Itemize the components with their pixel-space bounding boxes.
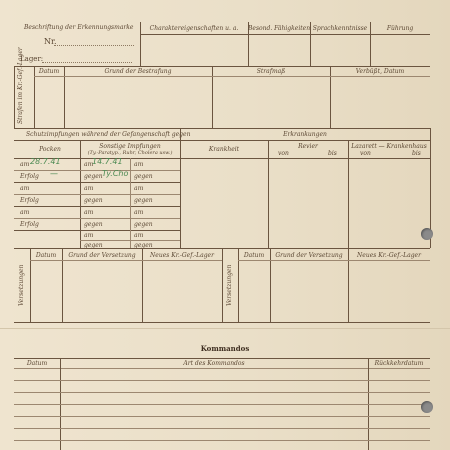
punch-hole-icon xyxy=(421,401,433,413)
pocken-am-1: am xyxy=(20,161,30,168)
col-sonstige-sub: (Ty.-Paratyp., Ruhr, Cholera usw.) xyxy=(87,150,173,156)
col-lazarett-bis: bis xyxy=(412,150,421,157)
sonst-am-2b: am xyxy=(134,185,144,192)
col-pocken: Pocken xyxy=(39,146,61,153)
sonst-gegen-3b: gegen xyxy=(134,221,153,228)
lager-line xyxy=(42,62,132,63)
col-revier-von: von xyxy=(278,150,289,157)
nr-line xyxy=(54,45,134,46)
punch-hole-icon xyxy=(421,228,433,240)
pocken-erfolg-3: Erfolg xyxy=(20,221,39,228)
vers-col-datum-r: Datum xyxy=(243,252,265,259)
col-lazarett-von: von xyxy=(360,150,371,157)
erkrankungen-title: Erkrankungen xyxy=(283,131,327,138)
vers-side-right: Versetzungen xyxy=(226,264,233,306)
kommandos-col-art: Art des Kommandos xyxy=(183,360,245,367)
pocken-am-2: am xyxy=(20,185,30,192)
pocken-erfolg-2: Erfolg xyxy=(20,197,39,204)
header-faehigkeiten: Besond. Fähigkeiten xyxy=(248,25,311,32)
kommandos-col-rueckkehr: Rückkehrdatum xyxy=(374,360,424,367)
pocken-erfolg-1: Erfolg xyxy=(20,173,39,180)
strafen-col-grund: Grund der Bestrafung xyxy=(104,68,172,75)
sonst-am-4b: am xyxy=(134,232,144,239)
handwritten-sonst-date: 14.7.41 xyxy=(92,157,123,166)
strafen-col-verbuesst: Verbüßt, Datum xyxy=(355,68,405,75)
sonst-gegen-1b: gegen xyxy=(134,173,153,180)
pocken-am-3: am xyxy=(20,209,30,216)
sonst-gegen-2a: gegen xyxy=(84,197,103,204)
sonst-gegen-1a: gegen xyxy=(84,173,103,180)
impf-title: Schutzimpfungen während der Gefangenschaft gegen xyxy=(26,131,191,138)
label-nr: Nr. xyxy=(44,37,57,46)
sonst-gegen-2b: gegen xyxy=(134,197,153,204)
sonst-gegen-4a: gegen xyxy=(84,242,103,249)
col-sonstige: Sonstige Impfungen xyxy=(99,143,161,150)
sonst-gegen-3a: gegen xyxy=(84,221,103,228)
vers-col-grund-l: Grund der Versetzung xyxy=(68,252,136,259)
sonst-am-3a: am xyxy=(84,209,94,216)
vers-col-grund-r: Grund der Versetzung xyxy=(275,252,343,259)
header-charakter: Charaktereigenschaften u. a. xyxy=(149,25,239,32)
label-bezeichnung: Beschriftung der Erkennungsmarke xyxy=(24,24,134,31)
header-sprachkenntnisse: Sprachkenntnisse xyxy=(312,25,368,32)
col-revier: Revier xyxy=(298,143,318,150)
vers-col-datum-l: Datum xyxy=(35,252,57,259)
handwritten-pocken-date: 28.7.41 xyxy=(30,157,61,166)
strafen-col-datum: Datum xyxy=(38,68,60,75)
col-krankheit: Krankheit xyxy=(208,146,240,153)
kommandos-col-datum: Datum xyxy=(26,360,48,367)
handwritten-sonst-gegen: Ty.Cho xyxy=(102,169,129,178)
vers-col-lager-r: Neues Kr.-Gef.-Lager xyxy=(357,252,421,259)
vers-side-left: Versetzungen xyxy=(18,264,25,306)
sonst-am-3b: am xyxy=(134,209,144,216)
strafen-col-strafmass: Strafmaß xyxy=(256,68,286,75)
sonst-am-1b: am xyxy=(134,161,144,168)
strafen-side-label: Strafen im Kr.-Gef.-Lager xyxy=(17,47,24,124)
sonst-am-1a: am xyxy=(84,161,94,168)
sonst-am-4a: am xyxy=(84,232,94,239)
handwritten-erfolg-dash: — xyxy=(50,169,58,178)
label-lager: Lager: xyxy=(20,55,44,63)
col-revier-bis: bis xyxy=(328,150,337,157)
col-lazarett: Lazarett — Krankenhaus xyxy=(351,143,427,150)
sonst-gegen-4b: gegen xyxy=(134,242,153,249)
header-fuehrung: Führung xyxy=(386,25,414,32)
kommandos-title: Kommandos xyxy=(200,344,250,353)
vers-col-lager-l: Neues Kr.-Gef.-Lager xyxy=(150,252,214,259)
sonst-am-2a: am xyxy=(84,185,94,192)
